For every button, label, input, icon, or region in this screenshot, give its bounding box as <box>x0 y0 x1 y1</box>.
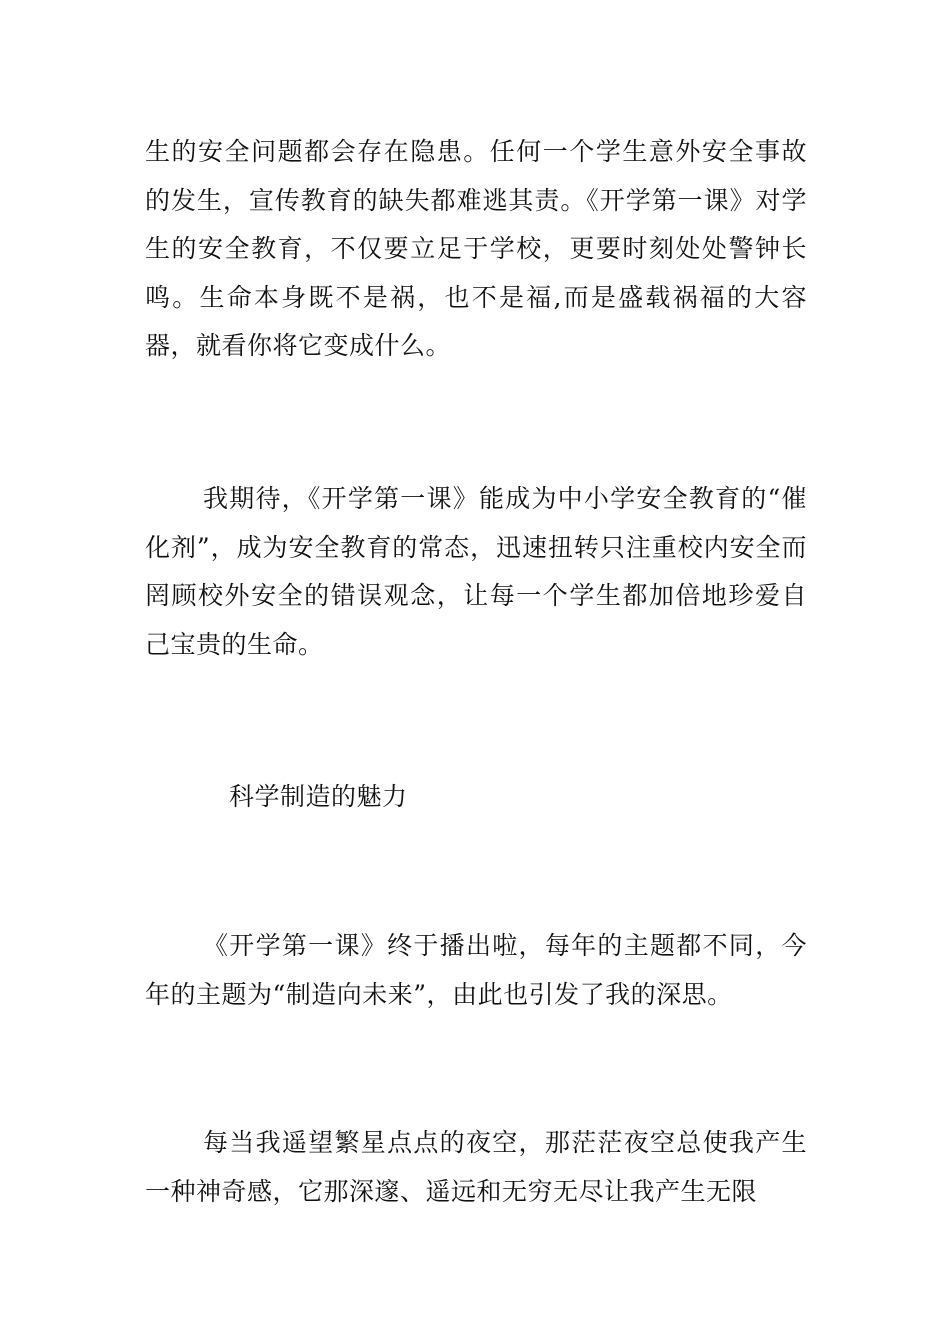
paragraph-expectation: 我期待，《开学第一课》能成为中小学安全教育的“催化剂”，成为安全教育的常态，迅速扭转只注重校内安全而罔顾校外安全的错误观念，让每一个学生都加倍地珍爱自己宝贵的生命。 <box>145 484 807 659</box>
paragraph-theme: 《开学第一课》终于播出啦，每年的主题都不同，今年的主题为“制造向未来”，由此也引发了我的深思。 <box>145 931 807 1009</box>
section-heading: 科学制造的魅力 <box>229 782 408 811</box>
paragraph-safety-education: 生的安全问题都会存在隐患。任何一个学生意外安全事故的发生，宣传教育的缺失都难逃其责。《开学第一课》对学生的安全教育，不仅要立足于学校，更要时刻处处警钟长鸣。生命本身既不是祸，也不是福,而是盛载祸福的大容器，就看你将它变成什么。 <box>145 137 807 360</box>
paragraph-night-sky: 每当我遥望繁星点点的夜空，那茫茫夜空总使我产生一种神奇感，它那深邃、遥远和无穷无尽让我产生无限 <box>145 1128 807 1206</box>
